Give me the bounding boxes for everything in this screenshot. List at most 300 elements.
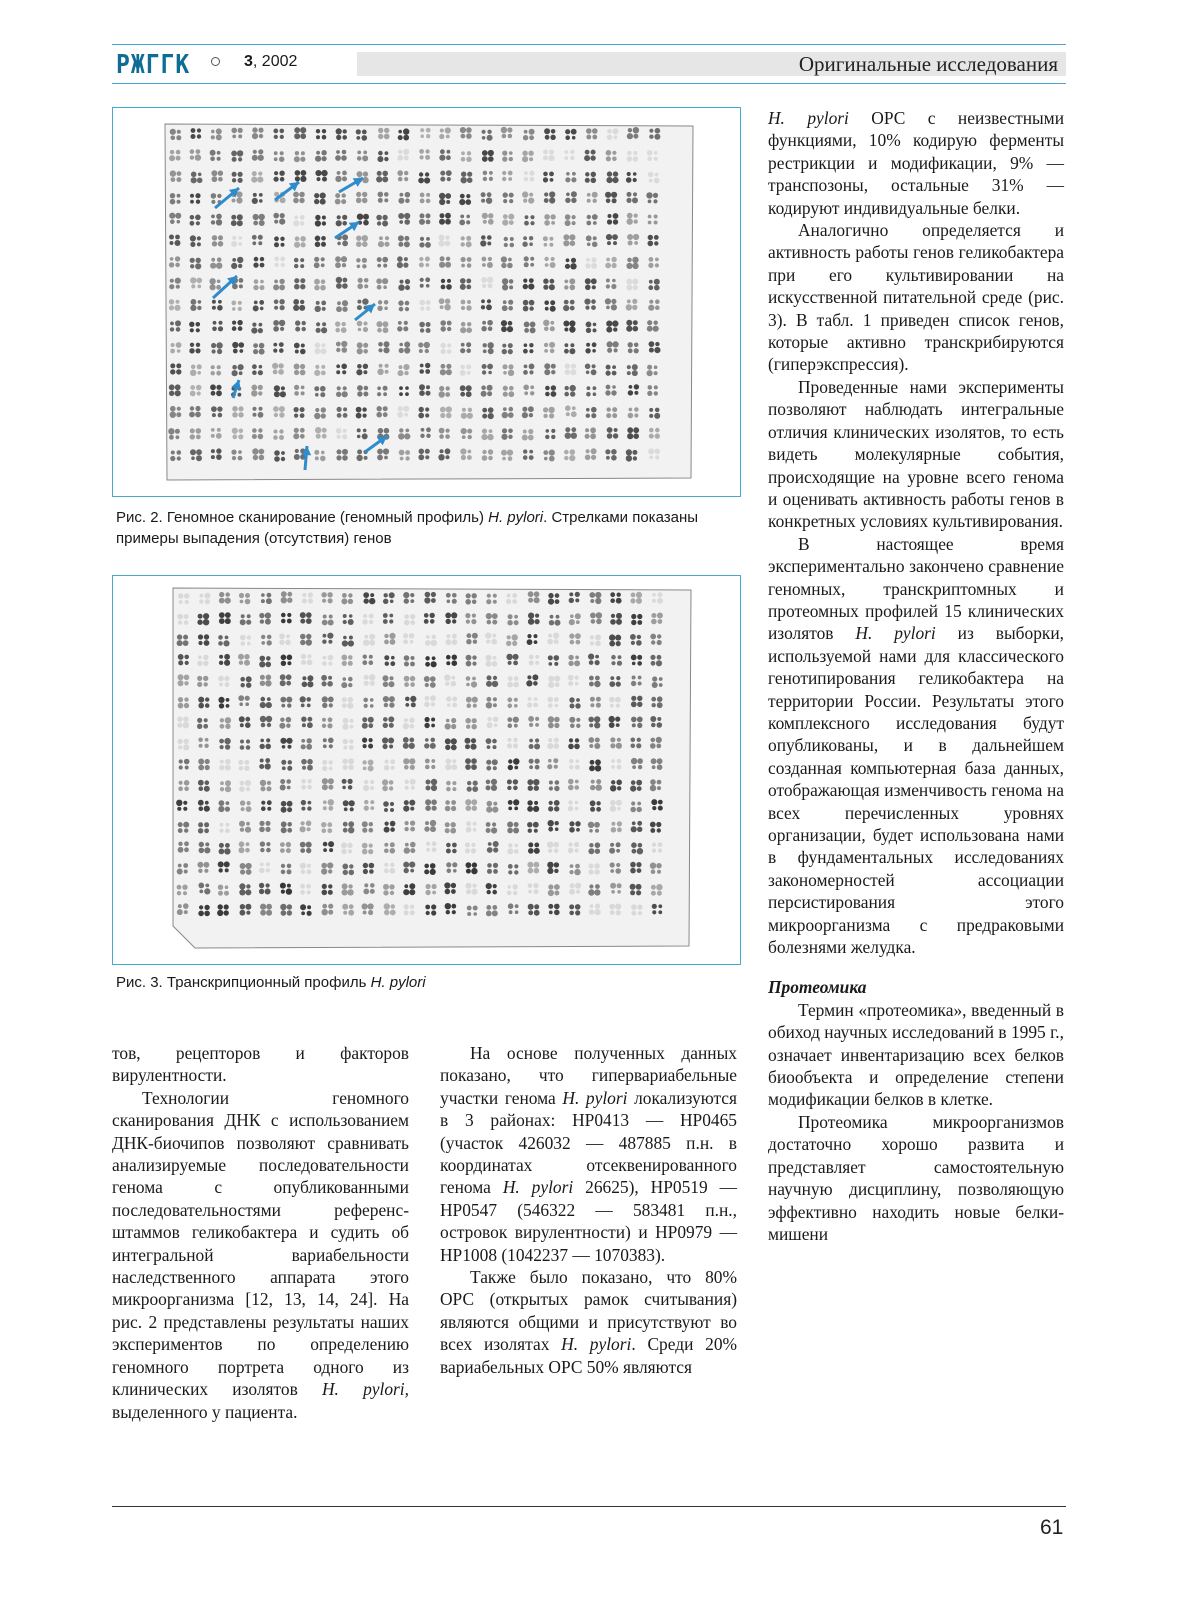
array-spot (281, 451, 285, 455)
array-spot (637, 827, 642, 832)
array-spot (611, 890, 615, 894)
array-spot (342, 221, 347, 226)
array-spot (514, 766, 518, 770)
array-spot (447, 177, 451, 181)
array-spot (444, 304, 450, 310)
array-spot (278, 369, 284, 375)
array-spot (451, 676, 455, 680)
array-spot (301, 870, 306, 875)
array-spot (445, 828, 450, 833)
array-spot (280, 904, 286, 910)
array-spot (554, 743, 560, 749)
array-spot (574, 842, 579, 847)
array-spot (576, 724, 580, 728)
array-spot (450, 828, 456, 834)
array-spot (446, 661, 450, 665)
array-spot (357, 348, 363, 354)
array-spot (508, 456, 513, 461)
array-spot (211, 391, 216, 396)
array-spot (425, 172, 429, 176)
array-spot (279, 640, 284, 645)
array-spot (591, 172, 596, 177)
array-spot (528, 716, 534, 722)
array-spot (336, 306, 342, 312)
array-spot (508, 864, 513, 869)
array-spot (323, 842, 328, 847)
array-spot (190, 155, 194, 159)
array-spot (210, 157, 215, 162)
array-spot (183, 903, 189, 909)
array-spot (441, 364, 446, 369)
array-spot (460, 385, 466, 391)
array-spot (445, 889, 451, 895)
array-spot (651, 799, 657, 805)
array-spot (245, 702, 249, 706)
array-spot (471, 758, 477, 764)
array-spot (460, 215, 464, 219)
array-spot (616, 619, 622, 625)
array-spot (337, 407, 342, 412)
footer-rule (112, 1506, 1066, 1507)
array-spot (217, 151, 221, 155)
array-spot (508, 177, 512, 181)
array-spot (586, 221, 591, 226)
array-spot (658, 910, 662, 914)
array-spot (533, 779, 539, 785)
array-spot (177, 807, 181, 811)
array-spot (348, 697, 354, 703)
array-spot (460, 365, 465, 370)
array-spot (232, 326, 237, 331)
array-spot (569, 827, 575, 833)
array-spot (612, 365, 616, 369)
figure-2-genome-scan-image (113, 108, 740, 496)
array-spot (240, 800, 245, 805)
array-spot (592, 342, 597, 347)
array-spot (594, 869, 600, 875)
array-spot (260, 904, 266, 910)
array-spot (399, 220, 403, 224)
array-spot (569, 455, 575, 461)
array-spot (445, 448, 451, 454)
array-spot (564, 392, 569, 397)
array-spot (383, 386, 388, 391)
array-spot (281, 827, 287, 833)
array-spot (610, 598, 615, 603)
array-spot (252, 155, 258, 161)
array-spot (544, 327, 549, 332)
figure-2-caption-species: H. pylori (488, 509, 544, 526)
array-spot (612, 279, 616, 283)
array-spot (524, 262, 529, 267)
array-spot (176, 369, 181, 374)
array-spot (335, 155, 341, 161)
array-spot (492, 759, 498, 765)
array-spot (610, 869, 614, 873)
array-spot (170, 129, 176, 135)
array-spot (591, 407, 597, 413)
array-spot (610, 910, 615, 915)
array-spot (175, 263, 180, 268)
array-spot (398, 198, 404, 204)
array-spot (647, 150, 653, 156)
array-spot (390, 848, 396, 854)
array-spot (390, 863, 394, 867)
array-spot (513, 779, 518, 784)
array-spot (513, 654, 519, 660)
array-spot (287, 828, 292, 833)
array-spot (652, 703, 656, 707)
array-spot (508, 843, 512, 847)
array-spot (648, 235, 653, 240)
array-spot (258, 235, 263, 240)
array-spot (575, 910, 580, 915)
array-spot (466, 241, 472, 247)
array-spot (626, 285, 632, 291)
array-spot (613, 241, 617, 245)
array-spot (425, 738, 429, 742)
array-spot (611, 192, 617, 198)
array-spot (446, 455, 450, 459)
array-spot (508, 370, 514, 376)
array-spot (587, 193, 591, 197)
array-spot (466, 725, 470, 729)
array-spot (364, 278, 369, 283)
array-spot (212, 300, 216, 304)
array-spot (453, 869, 457, 873)
array-spot (513, 799, 519, 805)
array-spot (487, 242, 491, 246)
array-spot (596, 779, 601, 784)
array-spot (533, 883, 538, 888)
array-spot (328, 806, 333, 811)
array-spot (211, 428, 215, 432)
array-spot (258, 155, 264, 161)
array-spot (287, 619, 292, 624)
array-spot (548, 716, 554, 722)
array-spot (615, 868, 621, 874)
array-spot (588, 889, 594, 895)
array-spot (170, 219, 175, 224)
array-spot (486, 198, 492, 204)
array-spot (217, 257, 222, 262)
array-spot (397, 262, 403, 268)
array-spot (390, 808, 394, 812)
array-spot (590, 697, 595, 702)
array-spot (184, 614, 189, 619)
array-spot (327, 822, 332, 827)
array-spot (439, 386, 444, 391)
array-spot (384, 843, 388, 847)
array-spot (405, 697, 410, 702)
array-spot (657, 598, 663, 604)
array-spot (260, 681, 265, 686)
array-spot (654, 391, 658, 395)
array-spot (452, 639, 458, 645)
array-spot (410, 842, 416, 848)
array-spot (342, 449, 348, 455)
array-spot (592, 214, 598, 220)
array-spot (426, 635, 430, 639)
array-spot (426, 884, 431, 889)
right-paragraph-5: Термин «протеомика», введенный в обиход научных исследований в 1995 г., означает инвентаризацию всех белков биообъекта и определение степени модификации белков в клетке. (768, 999, 1064, 1110)
array-spot (363, 911, 367, 915)
array-spot (507, 326, 513, 332)
array-spot (410, 696, 416, 702)
array-spot (219, 739, 224, 744)
array-spot (432, 635, 436, 639)
array-spot (418, 342, 423, 347)
array-spot (431, 910, 436, 915)
array-spot (445, 613, 451, 619)
array-spot (404, 213, 410, 219)
array-spot (591, 413, 596, 418)
array-spot (240, 904, 245, 909)
array-spot (564, 300, 569, 305)
array-spot (549, 662, 553, 666)
array-spot (481, 391, 487, 397)
array-spot (196, 258, 201, 263)
array-spot (543, 279, 548, 284)
array-spot (327, 862, 333, 868)
array-spot (611, 822, 615, 826)
array-spot (426, 434, 430, 438)
array-spot (245, 904, 251, 910)
array-spot (382, 257, 388, 263)
array-spot (252, 434, 257, 439)
array-spot (238, 301, 242, 305)
array-spot (553, 842, 559, 848)
array-spot (544, 220, 550, 226)
array-spot (294, 156, 300, 162)
array-spot (493, 802, 497, 806)
array-spot (637, 904, 642, 909)
array-spot (647, 370, 653, 376)
array-spot (191, 128, 196, 133)
array-spot (273, 349, 277, 353)
array-spot (487, 130, 491, 134)
array-spot (322, 904, 327, 909)
array-spot (488, 257, 492, 261)
array-spot (548, 820, 554, 826)
array-spot (452, 862, 457, 867)
array-spot (585, 278, 591, 284)
array-spot (252, 448, 258, 454)
array-spot (190, 391, 196, 397)
array-spot (482, 429, 487, 434)
array-spot (168, 428, 174, 434)
array-spot (529, 343, 533, 347)
array-spot (226, 704, 230, 708)
array-spot (342, 307, 347, 312)
array-spot (524, 171, 528, 175)
array-spot (218, 171, 223, 176)
array-spot (341, 598, 347, 604)
array-spot (237, 150, 243, 156)
array-spot (467, 703, 472, 708)
array-spot (171, 136, 176, 141)
array-spot (486, 883, 492, 889)
array-spot (190, 434, 195, 439)
array-spot (273, 343, 277, 347)
array-spot (529, 765, 533, 769)
array-spot (524, 256, 529, 261)
array-spot (321, 407, 326, 412)
array-spot (473, 828, 477, 832)
array-spot (337, 435, 341, 439)
array-spot (528, 435, 534, 441)
array-spot (384, 341, 390, 347)
array-spot (514, 822, 519, 827)
array-spot (356, 198, 362, 204)
array-spot (503, 300, 507, 304)
array-spot (654, 413, 660, 419)
array-spot (631, 696, 636, 701)
array-spot (571, 258, 576, 263)
array-spot (383, 723, 388, 728)
array-spot (315, 456, 319, 460)
array-spot (563, 305, 569, 311)
array-spot (487, 434, 493, 440)
array-spot (466, 661, 472, 667)
array-spot (556, 615, 560, 619)
array-spot (204, 869, 208, 873)
array-spot (613, 341, 619, 347)
array-spot (347, 889, 353, 895)
array-spot (596, 612, 602, 618)
array-spot (460, 194, 465, 199)
array-spot (425, 369, 430, 374)
array-spot (564, 156, 568, 160)
array-spot (357, 428, 361, 432)
array-spot (513, 758, 519, 764)
array-spot (404, 614, 409, 619)
array-spot (240, 910, 246, 916)
array-spot (294, 264, 298, 268)
array-spot (300, 904, 306, 910)
array-spot (308, 592, 313, 597)
array-spot (286, 724, 290, 728)
array-spot (369, 844, 373, 848)
array-spot (549, 243, 553, 247)
array-spot (637, 655, 642, 660)
array-spot (533, 806, 539, 812)
array-spot (350, 807, 354, 811)
array-spot (508, 800, 513, 805)
array-spot (198, 614, 203, 619)
array-spot (612, 385, 616, 389)
array-spot (467, 455, 472, 460)
array-spot (514, 807, 518, 811)
array-spot (294, 391, 299, 396)
array-spot (225, 682, 230, 687)
array-spot (481, 434, 487, 440)
array-spot (466, 862, 472, 868)
array-spot (611, 827, 617, 833)
array-spot (251, 328, 257, 334)
array-spot (267, 781, 271, 785)
array-spot (184, 759, 190, 765)
array-spot (426, 193, 430, 197)
array-spot (446, 284, 452, 290)
array-spot (369, 614, 374, 619)
array-spot (585, 263, 590, 268)
array-spot (548, 827, 553, 832)
array-spot (349, 739, 353, 743)
array-spot (198, 822, 203, 827)
array-spot (236, 197, 242, 203)
array-spot (446, 787, 451, 792)
array-spot (377, 386, 381, 390)
array-spot (636, 780, 642, 786)
array-spot (321, 150, 326, 155)
array-spot (212, 413, 216, 417)
array-spot (649, 456, 653, 460)
array-spot (282, 766, 286, 770)
array-spot (343, 407, 347, 411)
array-spot (466, 364, 471, 369)
array-spot (231, 301, 236, 306)
array-spot (364, 284, 368, 288)
array-spot (589, 884, 593, 888)
array-spot (341, 199, 346, 204)
array-spot (307, 675, 313, 681)
array-spot (301, 170, 307, 176)
array-spot (629, 385, 633, 389)
array-spot (565, 433, 571, 439)
array-spot (389, 702, 394, 707)
array-spot (356, 369, 362, 375)
array-spot (384, 827, 390, 833)
array-spot (307, 779, 311, 783)
array-spot (294, 258, 299, 263)
array-spot (533, 703, 538, 708)
array-spot (384, 593, 388, 597)
array-spot (363, 863, 368, 868)
array-spot (385, 370, 389, 374)
array-spot (336, 128, 342, 134)
array-spot (571, 364, 576, 369)
array-spot (260, 848, 264, 852)
array-spot (483, 220, 487, 224)
array-spot (348, 593, 352, 597)
array-spot (563, 240, 569, 246)
array-spot (637, 758, 643, 764)
array-spot (471, 738, 476, 743)
array-spot (369, 655, 373, 659)
header-top-rule (112, 44, 1066, 45)
array-spot (218, 885, 223, 890)
figure-2-frame (112, 107, 741, 497)
array-spot (431, 702, 435, 706)
array-spot (654, 279, 660, 285)
array-spot (461, 157, 466, 162)
array-spot (452, 843, 457, 848)
array-spot (216, 433, 222, 439)
array-spot (294, 364, 300, 370)
array-spot (328, 598, 333, 603)
array-spot (295, 350, 299, 354)
array-spot (570, 385, 576, 391)
array-spot (529, 171, 534, 176)
array-spot (586, 328, 591, 333)
array-spot (259, 889, 264, 894)
array-spot (327, 828, 332, 833)
array-spot (363, 392, 368, 397)
array-spot (466, 697, 472, 703)
array-spot (217, 428, 221, 432)
array-spot (529, 455, 534, 460)
